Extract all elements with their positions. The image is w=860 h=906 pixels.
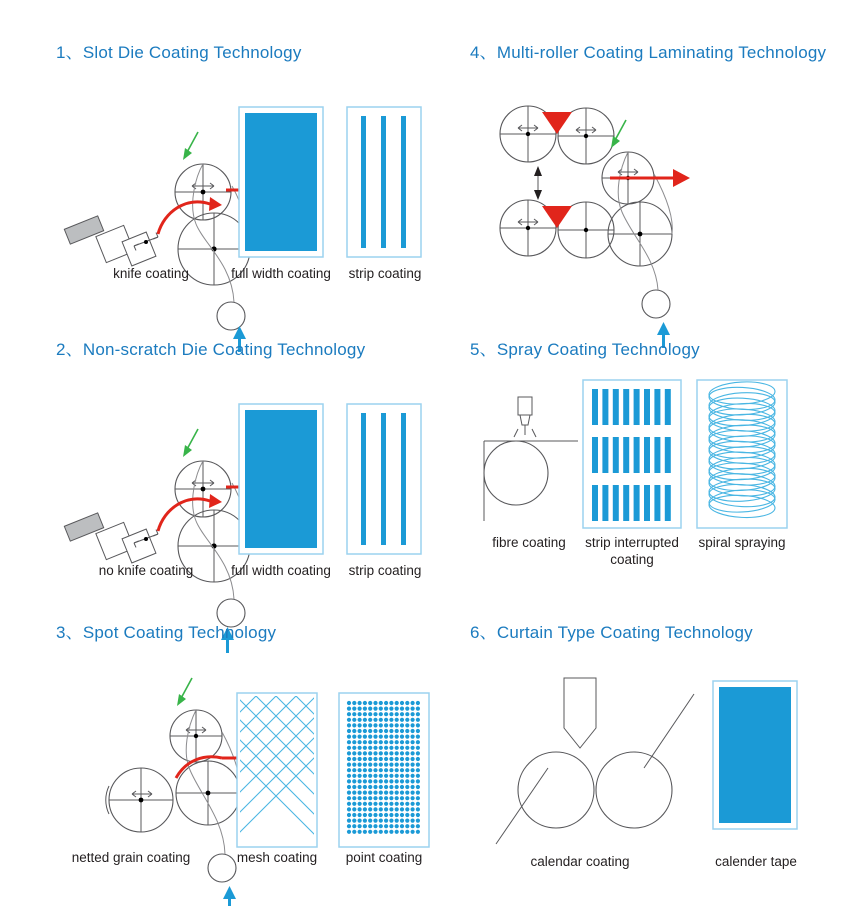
double-arrow-vertical bbox=[534, 166, 542, 200]
section-title-text: Slot Die Coating Technology bbox=[82, 43, 302, 62]
panel-point-coating bbox=[338, 692, 430, 848]
section-number: 2、 bbox=[56, 340, 83, 359]
section-title-spray-coating bbox=[470, 335, 860, 360]
caption-strip-coating-1: strip coating bbox=[348, 266, 422, 281]
section-number: 1、 bbox=[56, 43, 83, 62]
section-spot-coating bbox=[56, 618, 456, 898]
caption-netted-grain-coating: netted grain coating bbox=[71, 850, 191, 865]
section-number: 5、 bbox=[470, 340, 497, 359]
caption-point-coating: point coating bbox=[345, 850, 423, 865]
section-title-text: Multi-roller Coating Laminating Technology bbox=[496, 43, 827, 62]
section-title-text: Non-scratch Die Coating Technology bbox=[82, 340, 366, 359]
caption-full-width-coating-1: full width coating bbox=[231, 266, 331, 281]
section-number: 3、 bbox=[56, 623, 83, 642]
calendar-coating-illustration bbox=[490, 672, 700, 852]
panel-full-width-coating-1 bbox=[238, 106, 324, 258]
multi-roller-machine-illustration bbox=[480, 68, 840, 308]
panel-spiral-spraying bbox=[696, 379, 788, 529]
section-title-multi-roller bbox=[470, 38, 860, 63]
panel-strip-coating-2 bbox=[346, 403, 422, 555]
section-title-non-scratch-die bbox=[56, 335, 456, 360]
caption-mesh-coating: mesh coating bbox=[236, 850, 318, 865]
section-non-scratch-die bbox=[56, 335, 456, 595]
section-title-spot-coating bbox=[56, 618, 456, 643]
blue-up-arrow bbox=[223, 886, 236, 906]
panel-strip-interrupted-coating bbox=[582, 379, 682, 529]
caption-full-width-coating-2: full width coating bbox=[231, 563, 331, 578]
caption-strip-interrupted-coating: strip interrupted coating bbox=[585, 535, 679, 567]
panel-calender-tape bbox=[712, 680, 798, 830]
panel-full-width-coating-2 bbox=[238, 403, 324, 555]
caption-calendar-coating: calendar coating bbox=[530, 854, 630, 869]
fibre-coating-illustration bbox=[474, 395, 584, 525]
section-title-text: Curtain Type Coating Technology bbox=[496, 623, 753, 642]
caption-spiral-spraying: spiral spraying bbox=[698, 535, 786, 550]
section-number: 6、 bbox=[470, 623, 497, 642]
caption-strip-coating-2: strip coating bbox=[348, 563, 422, 578]
panel-strip-coating-1 bbox=[346, 106, 422, 258]
panel-mesh-coating bbox=[236, 692, 318, 848]
section-curtain-type bbox=[470, 618, 860, 898]
caption-no-knife-coating: no knife coating bbox=[98, 563, 194, 578]
section-multi-roller bbox=[470, 38, 860, 318]
section-title-curtain-type bbox=[470, 618, 860, 643]
section-slot-die bbox=[56, 38, 456, 298]
caption-calender-tape: calender tape bbox=[715, 854, 797, 869]
caption-fibre-coating: fibre coating bbox=[492, 535, 566, 550]
section-title-text: Spray Coating Technology bbox=[496, 340, 700, 359]
caption-knife-coating: knife coating bbox=[113, 266, 189, 281]
section-number: 4、 bbox=[470, 43, 497, 62]
section-spray-coating bbox=[470, 335, 860, 605]
section-title-text: Spot Coating Technology bbox=[82, 623, 277, 642]
section-title-slot-die bbox=[56, 38, 456, 63]
